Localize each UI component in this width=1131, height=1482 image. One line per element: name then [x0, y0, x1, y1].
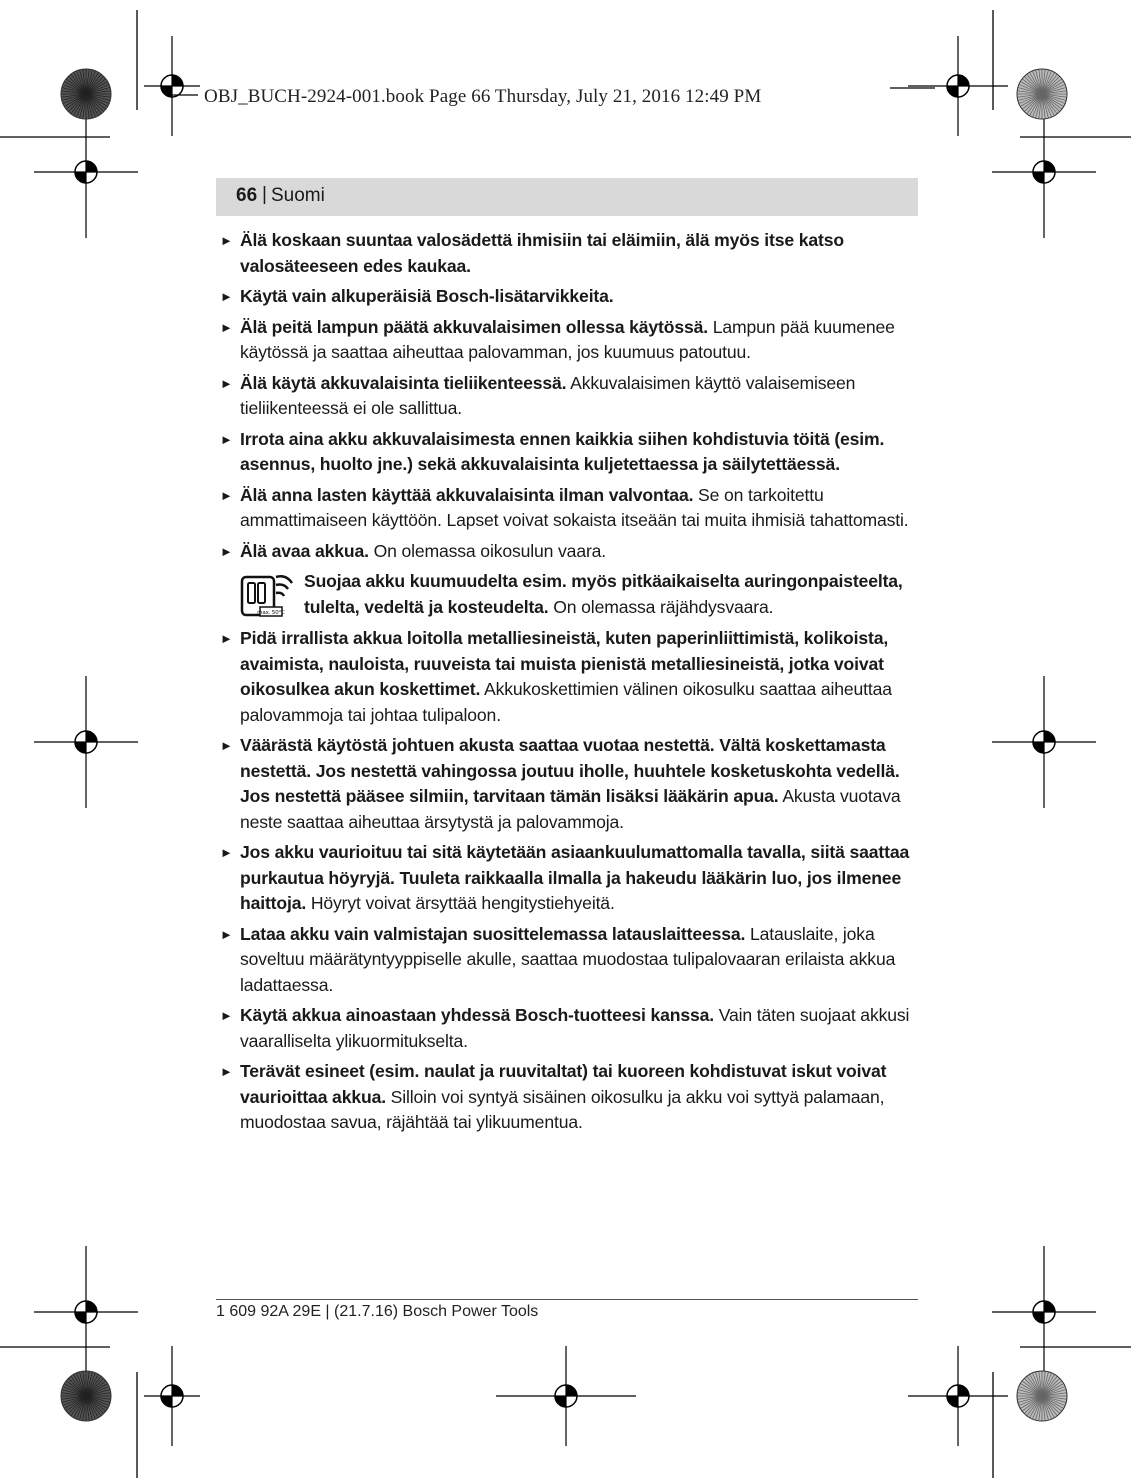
- bullet-icon: ►: [220, 375, 233, 391]
- bullet-icon: ►: [220, 289, 233, 304]
- heat-warning-caption: max. 50°C: [257, 610, 285, 616]
- section-title: Suomi: [271, 185, 325, 206]
- list-item: [218, 626, 918, 728]
- hazard-bold-text: Suojaa akku kuumuudelta esim. myös pitkäaikaiselta auringonpaisteelta, tulelta, vedeltä ja kosteudelta.: [304, 571, 903, 617]
- list-item: [218, 284, 918, 310]
- hazard-text: On olemassa räjähdysvaara.: [548, 596, 774, 617]
- bullet-icon: ►: [220, 319, 233, 335]
- item-text: Latauslaite, joka soveltuu määrätyntyyppiselle akulle, saattaa muodostaa tulipalovaaran erilaista akkua ladattaessa.: [240, 923, 896, 995]
- list-item: [218, 1059, 918, 1136]
- bullet-icon: ►: [220, 845, 233, 860]
- bullet-icon: ►: [220, 926, 233, 942]
- bullet-icon: ►: [220, 233, 233, 248]
- item-text: Se on tarkoitettu ammattimaiseen käyttöön. Lapset voivat sokaista itseään tai muita ihmisiä tahattomasti.: [240, 484, 909, 530]
- page-header-separator: |: [262, 184, 267, 205]
- item-text: Akkukoskettimien välinen oikosulku saattaa aiheuttaa palovammoja tai johtaa tulipaloon.: [240, 679, 892, 725]
- color-target-icon: [1017, 1371, 1067, 1421]
- bullet-icon: ►: [220, 487, 233, 503]
- item-bold-text: Käytä akkua ainoastaan yhdessä Bosch-tuotteesi kanssa.: [240, 1005, 714, 1025]
- item-bold-text: Älä avaa akkua.: [240, 540, 369, 561]
- item-text: Silloin voi syntyä sisäinen oikosulku ja akku voi syttyä palamaan, muodostaa savua, räjähtää tai ylikuumentua.: [240, 1086, 885, 1132]
- list-item: [218, 539, 918, 565]
- bullet-icon: ►: [220, 543, 233, 559]
- bullet-icon: ►: [220, 431, 233, 447]
- color-target-icon: [61, 1371, 111, 1421]
- list-item: [218, 483, 918, 534]
- color-target-icon: [61, 69, 111, 119]
- bullet-icon: ►: [220, 1008, 233, 1023]
- item-bold-text: Väärästä käytöstä johtuen akusta saattaa vuotaa nestettä. Vältä koskettamasta nestettä. Jos nestettä vahingossa joutuu iholle, huuhtele kosketuskohta vedellä. Jos nestettä pääsee silmiin, tarvitaan tämän lisäksi lääkärin apua.: [240, 735, 900, 806]
- item-bold-text: Älä anna lasten käyttää akkuvalaisinta ilman valvontaa.: [240, 484, 694, 505]
- page-footer: 1 609 92A 29E | (21.7.16) Bosch Power Tools: [216, 1303, 539, 1320]
- item-text: Akkuvalaisimen käyttö valaisemiseen tieliikenteessä ei ole sallittua.: [240, 372, 856, 418]
- item-bold-text: Lataa akku vain valmistajan suosittelemassa latauslaitteessa.: [240, 923, 746, 944]
- list-item: [218, 733, 918, 835]
- heat-warning-icon: [240, 571, 296, 619]
- item-bold-text: Älä peitä lampun päätä akkuvalaisimen ollessa käytössä.: [240, 316, 708, 337]
- item-bold-text: Terävät esineet (esim. naulat ja ruuvitaltat) tai kuoreen kohdistuvat iskut voivat vaurioittaa akkua.: [240, 1061, 887, 1107]
- page-number: 66: [236, 185, 258, 206]
- item-bold-text: Älä käytä akkuvalaisinta tieliikenteessä.: [240, 372, 567, 393]
- color-target-icon: [1017, 69, 1067, 119]
- item-text: Vain täten suojaat akkusi vaaralliselta ylikuormitukselta.: [240, 1005, 910, 1051]
- bullet-icon: ►: [220, 631, 233, 646]
- page-header-bar: [216, 178, 918, 216]
- bullet-icon: ►: [220, 738, 233, 753]
- safety-instructions: [218, 228, 918, 1141]
- item-text: On olemassa oikosulun vaara.: [368, 540, 607, 561]
- list-item: [218, 228, 918, 279]
- heat-hazard-note: [218, 569, 918, 620]
- item-bold-text: Irrota aina akku akkuvalaisimesta ennen kaikkia siihen kohdistuvia töitä (esim. asennus, huolto jne.) sekä akkuvalaisinta kuljetettaessa ja säilytettäessä.: [240, 428, 885, 474]
- item-bold-text: Pidä irrallista akkua loitolla metalliesineistä, kuten paperinliittimistä, kolikoista, avaimista, nauloista, ruuveista tai muista pienistä metalliesineistä, jotka voivat oikosulkea akun koskettimet.: [240, 628, 889, 699]
- list-item: [218, 427, 918, 478]
- footer-rule: [216, 1299, 918, 1300]
- list-item: [218, 840, 918, 917]
- item-bold-text: Älä koskaan suuntaa valosädettä ihmisiin tai eläimiin, älä myös itse katso valosäteeseen edes kaukaa.: [240, 230, 844, 276]
- item-bold-text: Käytä vain alkuperäisiä Bosch-lisätarvikkeita.: [240, 286, 614, 306]
- print-header: OBJ_BUCH-2924-001.book Page 66 Thursday, July 21, 2016 12:49 PM: [204, 86, 762, 107]
- item-text: Höyryt voivat ärsyttää hengitystiehyeitä.: [306, 893, 615, 913]
- item-text: Akusta vuotava neste saattaa aiheuttaa ärsytystä ja palovammoja.: [240, 786, 901, 832]
- bullet-icon: ►: [220, 1064, 233, 1079]
- list-item: [218, 922, 918, 999]
- item-text: Lampun pää kuumenee käytössä ja saattaa aiheuttaa palovamman, jos kuumuus patoutuu.: [240, 316, 895, 362]
- list-item: [218, 1003, 918, 1054]
- item-bold-text: Jos akku vaurioituu tai sitä käytetään asiaankuulumattomalla tavalla, siitä saattaa purkautua höyryjä. Tuuleta raikkaalla ilmalla ja hakeudu lääkärin luo, jos ilmenee haittoja.: [240, 842, 910, 913]
- list-item: [218, 315, 918, 366]
- list-item: [218, 371, 918, 422]
